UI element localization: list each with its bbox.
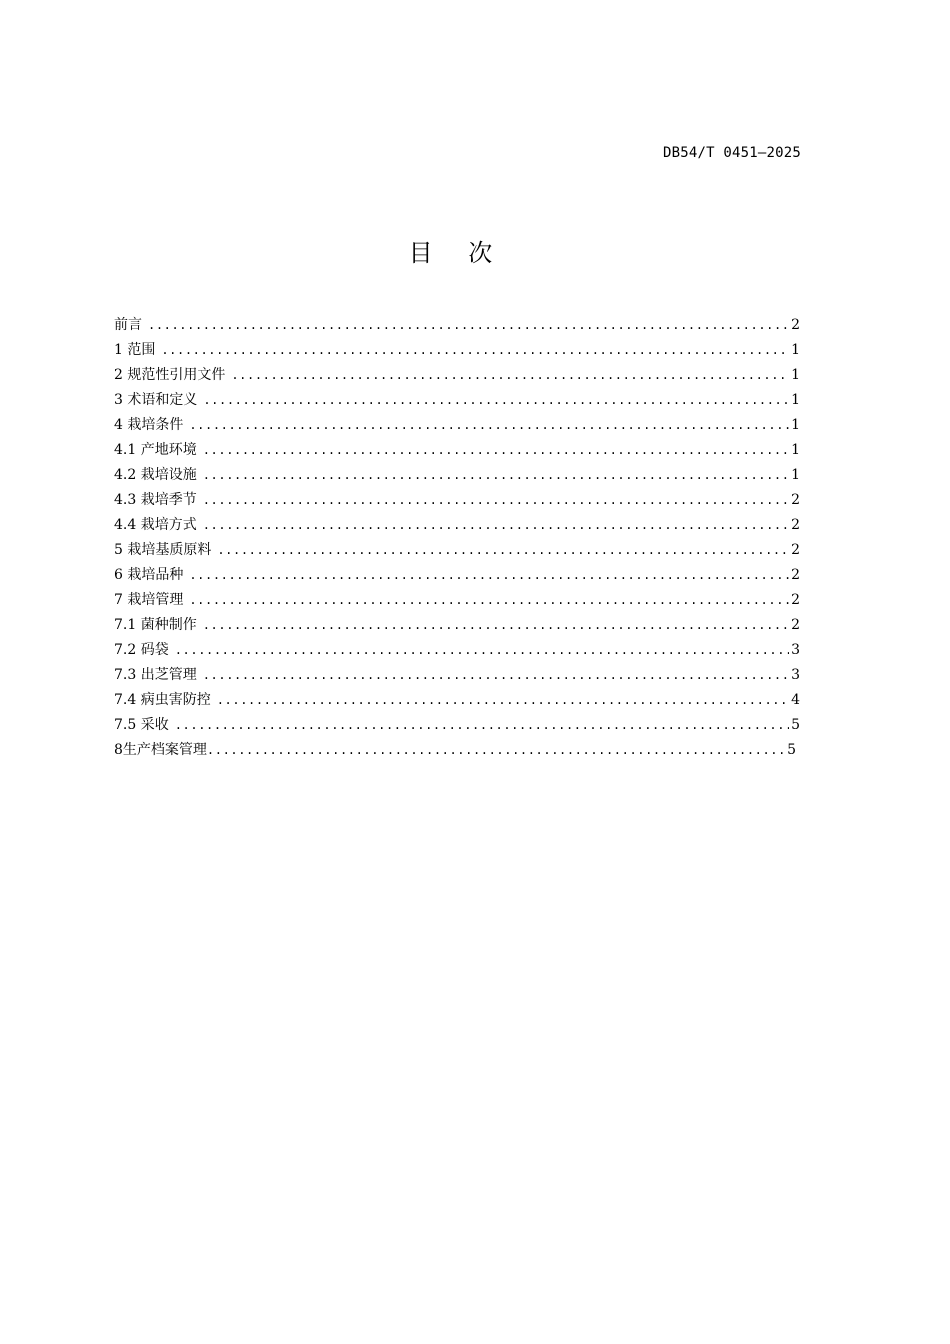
toc-title: 目 次 [408, 239, 507, 267]
toc-entry-page: 2 [791, 317, 800, 333]
toc-entry-label: 4.1 产地环境 [114, 442, 197, 458]
toc-leader-dots [203, 663, 789, 688]
toc-entry-page: 1 [791, 467, 800, 483]
toc-entry-page: 2 [791, 567, 800, 583]
toc-entry-production-environment[interactable] [114, 438, 800, 463]
toc-entry-cultivation-season[interactable] [114, 488, 800, 513]
toc-leader-dots [203, 488, 789, 513]
toc-entry-bag-stacking[interactable] [114, 638, 800, 663]
toc-entry-normative-references[interactable] [114, 363, 800, 388]
toc-entry-label: 前言 [114, 317, 142, 333]
toc-entry-page: 2 [791, 517, 800, 533]
toc-entry-label: 4.2 栽培设施 [114, 467, 197, 483]
toc-entry-fruiting-management[interactable] [114, 663, 800, 688]
toc-entry-substrate-materials[interactable] [114, 538, 800, 563]
toc-entry-terms-definitions[interactable] [114, 388, 800, 413]
toc-leader-dots [217, 538, 789, 563]
toc-entry-scope[interactable] [114, 338, 800, 363]
toc-entry-page: 2 [791, 617, 800, 633]
toc-entry-page: 1 [791, 442, 800, 458]
toc-entry-label: 4 栽培条件 [114, 417, 184, 433]
toc-leader-dots [148, 313, 789, 338]
toc-leader-dots [231, 363, 789, 388]
toc-leader-dots [203, 438, 789, 463]
toc-entry-label: 4.3 栽培季节 [114, 492, 197, 508]
toc-entry-cultivars[interactable] [114, 563, 800, 588]
toc-entry-page: 3 [791, 642, 800, 658]
toc-entry-label: 7.3 出芝管理 [114, 667, 197, 683]
toc-entry-cultivation-facilities[interactable] [114, 463, 800, 488]
toc-entry-label: 7.1 菌种制作 [114, 617, 197, 633]
toc-entry-page: 5 [791, 717, 800, 733]
toc-entry-page: 2 [791, 542, 800, 558]
toc-entry-label: 2 规范性引用文件 [114, 367, 226, 383]
toc-leader-dots [161, 338, 789, 363]
toc-entry-harvesting[interactable] [114, 713, 800, 738]
toc-entry-page: 1 [791, 417, 800, 433]
toc-leader-dots [203, 388, 789, 413]
table-of-contents [114, 313, 800, 763]
toc-leader-dots [189, 588, 789, 613]
toc-entry-page: 2 [791, 492, 800, 508]
toc-entry-label: 5 栽培基质原料 [114, 542, 212, 558]
toc-leader-dots [189, 413, 789, 438]
toc-leader-dots [175, 713, 789, 738]
toc-leader-dots [203, 463, 789, 488]
toc-entry-pest-control[interactable] [114, 688, 800, 713]
toc-leader-dots [217, 688, 789, 713]
toc-entry-label: 6 栽培品种 [114, 567, 184, 583]
toc-entry-cultivation-management[interactable] [114, 588, 800, 613]
toc-entry-label: 4.4 栽培方式 [114, 517, 197, 533]
toc-entry-production-records[interactable] [114, 738, 796, 763]
toc-entry-label: 3 术语和定义 [114, 392, 198, 408]
toc-entry-label: 1 范围 [114, 342, 156, 358]
toc-entry-cultivation-method[interactable] [114, 513, 800, 538]
toc-leader-dots [207, 738, 785, 763]
toc-entry-label: 7.5 采收 [114, 717, 169, 733]
toc-entry-label: 8生产档案管理 [114, 742, 207, 758]
toc-entry-page: 5 [787, 742, 796, 758]
toc-leader-dots [175, 638, 789, 663]
document-code: DB54/T 0451—2025 [662, 145, 801, 161]
toc-entry-page: 3 [791, 667, 800, 683]
toc-entry-page: 4 [791, 692, 800, 708]
toc-entry-label: 7 栽培管理 [114, 592, 184, 608]
toc-entry-label: 7.4 病虫害防控 [114, 692, 211, 708]
toc-leader-dots [189, 563, 789, 588]
toc-entry-cultivation-conditions[interactable] [114, 413, 800, 438]
toc-leader-dots [203, 613, 789, 638]
toc-entry-preface[interactable] [114, 313, 800, 338]
toc-entry-page: 1 [791, 367, 800, 383]
toc-entry-page: 1 [791, 342, 800, 358]
toc-entry-spawn-production[interactable] [114, 613, 800, 638]
toc-entry-page: 1 [791, 392, 800, 408]
toc-entry-page: 2 [791, 592, 800, 608]
toc-entry-label: 7.2 码袋 [114, 642, 169, 658]
toc-leader-dots [203, 513, 789, 538]
